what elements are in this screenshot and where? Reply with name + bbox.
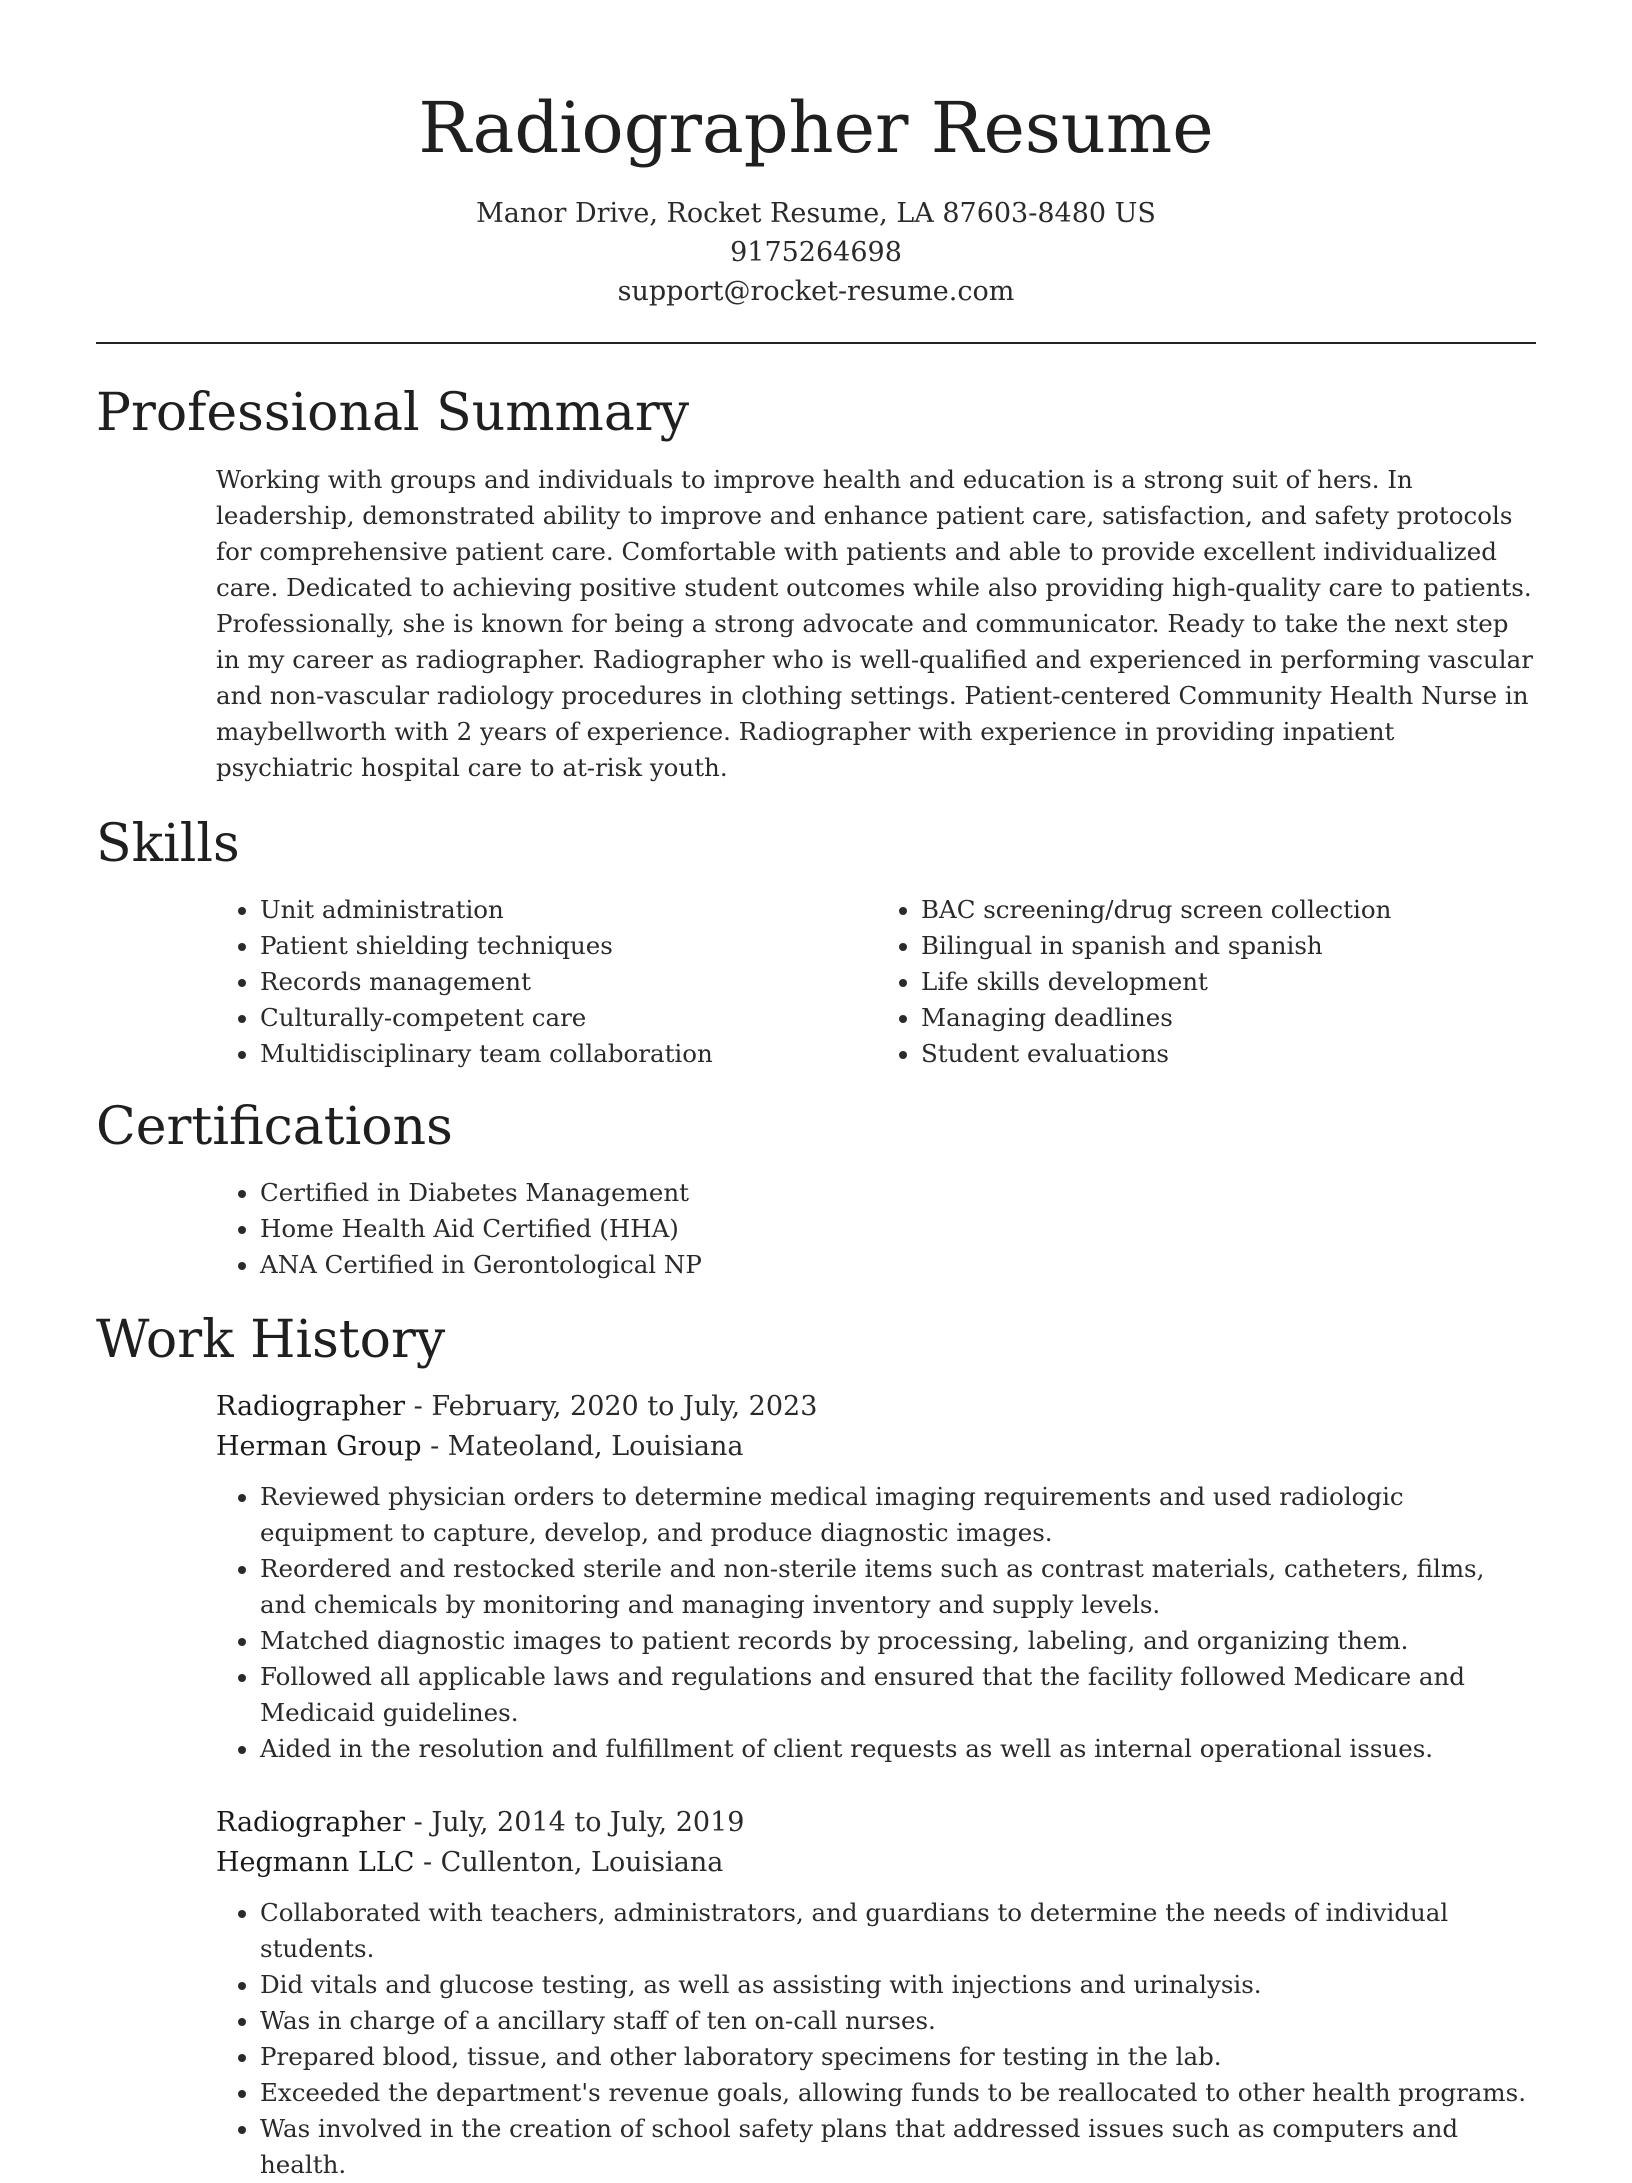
job-role: Radiographer	[216, 1391, 406, 1422]
skills-column-left	[216, 892, 877, 1072]
job-title-line	[216, 1803, 1538, 1843]
job-duty-item: • Prepared blood, tissue, and other laboratory specimens for testing in the lab.	[260, 2039, 1538, 2075]
job-duty-item: • Was involved in the creation of school safety plans that addressed issues such as computers and health.	[260, 2111, 1538, 2183]
skills-list	[216, 892, 1538, 1072]
skills-heading: Skills	[96, 814, 240, 874]
certification-item: • ANA Certified in Gerontological NP	[260, 1247, 1538, 1283]
resume-header	[0, 0, 1632, 311]
summary-text: Working with groups and individuals to improve health and education is a strong suit of hers. In leadership, demonstrated ability to improve and enhance patient care, satisfaction, and safety protocols for comprehensive patient care. Comfortable with patients and able to provide excellent individualized care. Dedicated to achieving positive student outcomes while also providing high-quality care to patients. Professionally, she is known for being a strong advocate and communicator. Ready to take the next step in my career as radiographer. Radiographer who is well-qualified and experienced in performing vascular and non-vascular radiology procedures in clothing settings. Patient-centered Community Health Nurse in maybellworth with 2 years of experience. Radiographer with experience in providing inpatient psychiatric hospital care to at-risk youth.	[216, 465, 1533, 782]
skill-item: • Unit administration	[260, 892, 877, 928]
job-duties	[216, 1479, 1538, 1767]
skill-item: • Culturally-competent care	[260, 1000, 877, 1036]
job-duty-item: • Exceeded the department's revenue goals, allowing funds to be reallocated to other health programs.	[260, 2075, 1538, 2111]
skill-item: • Patient shielding techniques	[260, 928, 877, 964]
skills-column-right	[877, 892, 1538, 1072]
skill-item: • Bilingual in spanish and spanish	[921, 928, 1538, 964]
work-history-heading: Work History	[96, 1310, 446, 1370]
job-location: - Cullenton, Louisiana	[414, 1847, 724, 1878]
job-duty-item: • Matched diagnostic images to patient records by processing, labeling, and organizing them.	[260, 1623, 1538, 1659]
contact-address: Manor Drive, Rocket Resume, LA 87603-8480 US	[476, 198, 1156, 229]
skill-item: • Student evaluations	[921, 1036, 1538, 1072]
job-duty-item: • Reordered and restocked sterile and non-sterile items such as contrast materials, catheters, films, and chemicals by monitoring and managing inventory and supply levels.	[260, 1551, 1538, 1623]
header-divider	[96, 342, 1536, 344]
job-entry-1	[216, 1387, 1538, 1767]
job-duty-item: • Followed all applicable laws and regulations and ensured that the facility followed Medicare and Medicaid guidelines.	[260, 1659, 1538, 1731]
job-title-line	[216, 1387, 1538, 1427]
job-company: Herman Group	[216, 1431, 422, 1462]
job-duty-item: • Reviewed physician orders to determine medical imaging requirements and used radiologic equipment to capture, develop, and produce diagnostic images.	[260, 1479, 1538, 1551]
summary-heading: Professional Summary	[96, 383, 690, 443]
contact-email: support@rocket-resume.com	[617, 276, 1015, 307]
skill-item: • Records management	[260, 964, 877, 1000]
job-duty-item: • Did vitals and glucose testing, as well as assisting with injections and urinalysis.	[260, 1967, 1538, 2003]
skill-item: • Multidisciplinary team collaboration	[260, 1036, 877, 1072]
certifications-list	[216, 1175, 1538, 1283]
job-company-line	[216, 1843, 1538, 1883]
skill-item: • BAC screening/drug screen collection	[921, 892, 1538, 928]
job-dates: - February, 2020 to July, 2023	[405, 1391, 818, 1422]
job-company-line	[216, 1427, 1538, 1467]
contact-block	[0, 194, 1632, 311]
job-duty-item: • Collaborated with teachers, administrators, and guardians to determine the needs of individual students.	[260, 1895, 1538, 1967]
skill-item: • Life skills development	[921, 964, 1538, 1000]
job-company: Hegmann LLC	[216, 1847, 415, 1878]
certifications-heading: Certifications	[96, 1097, 453, 1157]
skill-item: • Managing deadlines	[921, 1000, 1538, 1036]
job-duty-item: • Aided in the resolution and fulfillment of client requests as well as internal operational issues.	[260, 1731, 1538, 1767]
job-dates: - July, 2014 to July, 2019	[405, 1807, 745, 1838]
job-duty-item: • Was in charge of a ancillary staff of ten on-call nurses.	[260, 2003, 1538, 2039]
job-role: Radiographer	[216, 1807, 406, 1838]
certification-item: • Home Health Aid Certified (HHA)	[260, 1211, 1538, 1247]
contact-phone: 9175264698	[730, 237, 902, 268]
job-duties	[216, 1895, 1538, 2183]
job-location: - Mateoland, Louisiana	[421, 1431, 744, 1462]
resume-title: Radiographer Resume	[418, 87, 1214, 169]
certification-item: • Certified in Diabetes Management	[260, 1175, 1538, 1211]
job-entry-2	[216, 1803, 1538, 2183]
